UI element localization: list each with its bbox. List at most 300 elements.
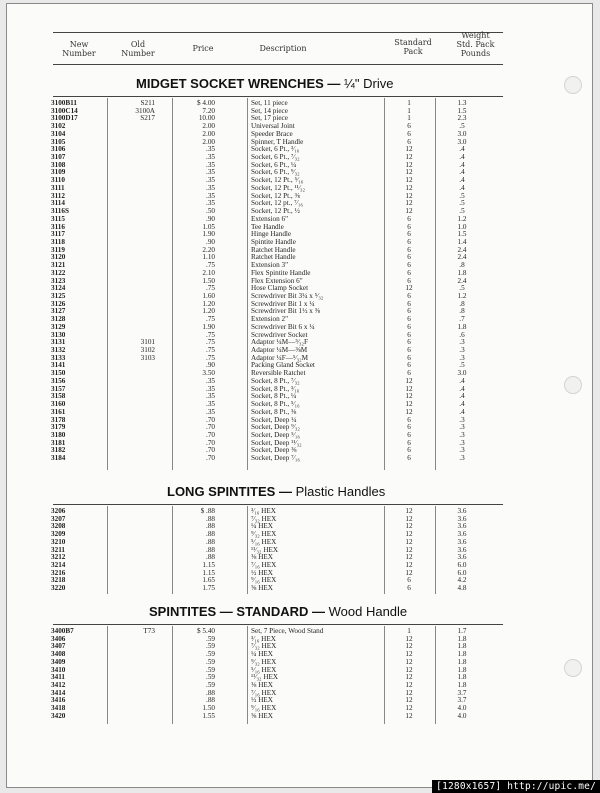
cell-weight: .4: [459, 153, 465, 162]
cell-new-number: 3207: [51, 514, 66, 523]
cell-price: .70: [206, 454, 215, 463]
cell-description: ³⁄₁₆ HEX: [251, 634, 276, 643]
cell-new-number: 3211: [51, 545, 65, 554]
cell-price: .35: [206, 376, 215, 385]
cell-standard-pack: 6: [407, 415, 411, 424]
cell-standard-pack: 12: [405, 553, 413, 562]
cell-description: Hose Clamp Socket: [251, 284, 309, 293]
header-rule: [53, 64, 503, 65]
cell-price: .35: [206, 400, 215, 409]
cell-weight: .3: [459, 415, 465, 424]
cell-standard-pack: 6: [407, 322, 411, 331]
table-row: [7, 239, 592, 247]
cell-price: .75: [206, 353, 215, 362]
cell-new-number: 3180: [51, 430, 66, 439]
cell-description: Socket, 8 Pt., ³⁄₁₆: [251, 384, 300, 393]
cell-description: Adaptor ¼M—⅜M: [251, 346, 308, 355]
table-row: [7, 247, 592, 255]
cell-new-number: 3412: [51, 681, 66, 690]
cell-weight: .6: [459, 330, 465, 339]
table-row: [7, 378, 592, 386]
cell-weight: .5: [459, 284, 465, 293]
cell-new-number: 3133: [51, 353, 66, 362]
cell-description: ¼ HEX: [251, 650, 273, 659]
table-row: [7, 123, 592, 131]
cell-weight: .3: [459, 353, 465, 362]
cell-standard-pack: 12: [405, 176, 413, 185]
cell-weight: 1.8: [457, 657, 467, 666]
table-row: [7, 690, 592, 698]
cell-description: Socket, 6 Pt., ³⁄₁₆: [251, 145, 300, 154]
cell-weight: 1.8: [457, 673, 467, 682]
cell-price: 1.65: [202, 576, 215, 585]
cell-standard-pack: 12: [405, 568, 413, 577]
cell-price: .59: [206, 673, 215, 682]
column-headers: [53, 28, 503, 66]
cell-description: Socket, Deep ¹¹⁄₃₂: [251, 438, 302, 447]
cell-standard-pack: 12: [405, 688, 413, 697]
cell-weight: 4.0: [457, 711, 467, 720]
table-row: [7, 516, 592, 524]
cell-new-number: 3141: [51, 361, 66, 370]
cell-description: Screwdriver Socket: [251, 330, 308, 339]
cell-new-number: 3411: [51, 673, 65, 682]
cell-description: Flex Extension 6": [251, 276, 303, 285]
cell-price: 2.00: [202, 122, 215, 131]
cell-old-number: S217: [140, 114, 155, 123]
cell-standard-pack: 6: [407, 346, 411, 355]
cell-weight: .5: [459, 361, 465, 370]
cell-standard-pack: 6: [407, 253, 411, 262]
cell-price: .35: [206, 160, 215, 169]
cell-standard-pack: 12: [405, 634, 413, 643]
section-title-long-spintites: LONG SPINTITES — Plastic Handles: [167, 484, 386, 499]
cell-price: .35: [206, 392, 215, 401]
cell-standard-pack: 6: [407, 237, 411, 246]
cell-new-number: 3206: [51, 507, 66, 515]
cell-new-number: 3420: [51, 711, 66, 720]
cell-price: .50: [206, 207, 215, 216]
cell-weight: 4.8: [457, 584, 467, 593]
cell-new-number: 3182: [51, 446, 66, 455]
cell-old-number: 3101: [140, 338, 155, 347]
table-row: [7, 508, 592, 516]
cell-standard-pack: 12: [405, 507, 413, 515]
cell-weight: .8: [459, 261, 465, 270]
cell-weight: 6.0: [457, 568, 467, 577]
cell-weight: .3: [459, 423, 465, 432]
cell-standard-pack: 6: [407, 276, 411, 285]
cell-description: Set, 11 piece: [251, 99, 288, 107]
cell-description: ¹¹⁄₃₂ HEX: [251, 673, 279, 682]
header-description: Description: [259, 44, 307, 53]
cell-standard-pack: 6: [407, 330, 411, 339]
table-row: [7, 651, 592, 659]
cell-weight: 1.8: [457, 634, 467, 643]
table-row: [7, 577, 592, 585]
cell-standard-pack: 12: [405, 530, 413, 539]
table-row: [7, 154, 592, 162]
cell-price: .75: [206, 330, 215, 339]
cell-weight: .8: [459, 307, 465, 316]
cell-standard-pack: 6: [407, 338, 411, 347]
cell-new-number: 3410: [51, 665, 66, 674]
cell-new-number: 3132: [51, 346, 66, 355]
cell-description: ⁷⁄₃₂ HEX: [251, 514, 277, 523]
cell-price: .70: [206, 423, 215, 432]
table-row: [7, 409, 592, 417]
cell-price: .90: [206, 214, 215, 223]
cell-price: .59: [206, 665, 215, 674]
cell-new-number: 3184: [51, 454, 66, 463]
cell-old-number: T73: [143, 627, 155, 635]
cell-description: ⅜ HEX: [251, 681, 273, 690]
cell-new-number: 3116: [51, 222, 65, 231]
cell-price: .88: [206, 514, 215, 523]
cell-description: ¹¹⁄₃₂ HEX: [251, 545, 279, 554]
cell-standard-pack: 6: [407, 122, 411, 131]
cell-price: .75: [206, 338, 215, 347]
cell-weight: 3.6: [457, 507, 467, 515]
cell-weight: 3.6: [457, 530, 467, 539]
cell-price: .35: [206, 199, 215, 208]
cell-standard-pack: 6: [407, 361, 411, 370]
table-row: [7, 643, 592, 651]
cell-new-number: 3100C14: [51, 106, 78, 115]
cell-standard-pack: 12: [405, 191, 413, 200]
cell-standard-pack: 12: [405, 673, 413, 682]
cell-old-number: S211: [140, 99, 155, 107]
cell-standard-pack: 12: [405, 199, 413, 208]
cell-new-number: 3409: [51, 657, 66, 666]
cell-standard-pack: 1: [407, 627, 411, 635]
cell-description: Socket, Deep ⁹⁄₃₂: [251, 423, 300, 432]
cell-description: ⅜ HEX: [251, 553, 273, 562]
cell-standard-pack: 12: [405, 650, 413, 659]
cell-description: Socket, 6 Pt., ¼: [251, 160, 297, 169]
cell-description: Extension 3": [251, 261, 289, 270]
cell-weight: 1.2: [457, 292, 467, 300]
cell-weight: .4: [459, 376, 465, 385]
table-row: [7, 705, 592, 713]
cell-weight: 4.0: [457, 704, 467, 713]
cell-description: Extension 2": [251, 315, 289, 324]
table-row: [7, 682, 592, 690]
cell-description: Tee Handle: [251, 222, 284, 231]
cell-new-number: 3208: [51, 522, 66, 531]
cell-weight: .5: [459, 191, 465, 200]
table-row: [7, 674, 592, 682]
cell-description: ½ HEX: [251, 696, 273, 705]
cell-new-number: 3212: [51, 553, 66, 562]
cell-standard-pack: 6: [407, 307, 411, 316]
cell-new-number: 3111: [51, 183, 65, 192]
cell-new-number: 3108: [51, 160, 66, 169]
cell-new-number: 3123: [51, 276, 66, 285]
cell-price: .59: [206, 642, 215, 651]
cell-price: .88: [206, 537, 215, 546]
cell-description: Socket, 12 pt., ⁷⁄₁₆: [251, 199, 303, 208]
cell-new-number: 3104: [51, 129, 66, 138]
header-new-number: New Number: [62, 40, 96, 58]
cell-price: .35: [206, 168, 215, 177]
cell-old-number: 3103: [140, 353, 155, 362]
cell-price: 1.10: [202, 253, 215, 262]
cell-price: .70: [206, 446, 215, 455]
cell-new-number: 3110: [51, 176, 65, 185]
cell-price: .35: [206, 183, 215, 192]
cell-old-number: 3102: [140, 346, 155, 355]
cell-description: ³⁄₁₆ HEX: [251, 507, 276, 515]
cell-new-number: 3156: [51, 376, 66, 385]
cell-price: .59: [206, 657, 215, 666]
cell-new-number: 3157: [51, 384, 66, 393]
cell-weight: .4: [459, 407, 465, 416]
cell-standard-pack: 12: [405, 284, 413, 293]
cell-description: ⁷⁄₁₆ HEX: [251, 688, 277, 697]
table-row: [7, 224, 592, 232]
cell-weight: 1.0: [457, 222, 467, 231]
cell-price: 10.00: [198, 114, 215, 123]
cell-new-number: 3112: [51, 191, 65, 200]
cell-new-number: 3406: [51, 634, 66, 643]
cell-price: 1.15: [202, 561, 215, 570]
cell-standard-pack: 12: [405, 400, 413, 409]
cell-new-number: 3128: [51, 315, 66, 324]
cell-weight: .3: [459, 438, 465, 447]
cell-standard-pack: 12: [405, 537, 413, 546]
cell-weight: 1.2: [457, 214, 467, 223]
cell-new-number: 3120: [51, 253, 66, 262]
cell-description: Adaptor ¼M—⁵⁄₃₂F: [251, 338, 309, 347]
cell-price: .88: [206, 553, 215, 562]
cell-description: Hinge Handle: [251, 230, 292, 239]
cell-price: 2.00: [202, 137, 215, 146]
table-row: [7, 547, 592, 555]
cell-standard-pack: 12: [405, 207, 413, 216]
cell-price: .75: [206, 315, 215, 324]
cell-new-number: 3414: [51, 688, 66, 697]
cell-description: Reversible Ratchet: [251, 369, 306, 378]
cell-standard-pack: 12: [405, 681, 413, 690]
cell-weight: 1.8: [457, 268, 467, 277]
cell-standard-pack: 6: [407, 214, 411, 223]
cell-new-number: 3119: [51, 245, 65, 254]
cell-standard-pack: 1: [407, 114, 411, 123]
cell-description: Screwdriver Bit 6 x ¼: [251, 322, 315, 331]
punch-hole: [564, 76, 582, 94]
cell-standard-pack: 12: [405, 384, 413, 393]
cell-weight: .3: [459, 430, 465, 439]
cell-standard-pack: 12: [405, 696, 413, 705]
cell-description: Socket, Deep ⅜: [251, 446, 297, 455]
cell-standard-pack: 12: [405, 704, 413, 713]
table-row: [7, 100, 592, 108]
cell-description: ½ HEX: [251, 568, 273, 577]
cell-price: .35: [206, 145, 215, 154]
table-row: [7, 554, 592, 562]
table-row: [7, 667, 592, 675]
cell-new-number: 3209: [51, 530, 66, 539]
cell-standard-pack: 6: [407, 261, 411, 270]
cell-description: Socket, 8 Pt., ⁷⁄₃₂: [251, 376, 300, 385]
table-row: [7, 539, 592, 547]
cell-price: .35: [206, 407, 215, 416]
cell-standard-pack: 1: [407, 99, 411, 107]
cell-price: $ 4.00: [197, 99, 215, 107]
cell-standard-pack: 6: [407, 230, 411, 239]
table-row: [7, 254, 592, 262]
table-row: [7, 401, 592, 409]
table-row: [7, 386, 592, 394]
cell-price: .75: [206, 284, 215, 293]
cell-weight: .4: [459, 160, 465, 169]
cell-new-number: 3129: [51, 322, 66, 331]
cell-weight: 1.3: [457, 99, 467, 107]
cell-weight: 3.6: [457, 545, 467, 554]
cell-weight: .4: [459, 176, 465, 185]
cell-weight: 3.7: [457, 688, 467, 697]
cell-new-number: 3114: [51, 199, 65, 208]
section-rule: [53, 624, 503, 625]
cell-weight: 1.8: [457, 322, 467, 331]
cell-weight: 2.4: [457, 276, 467, 285]
cell-price: .70: [206, 430, 215, 439]
cell-price: 1.90: [202, 322, 215, 331]
cell-weight: .5: [459, 199, 465, 208]
cell-weight: .4: [459, 400, 465, 409]
cell-price: 1.50: [202, 276, 215, 285]
cell-new-number: 3131: [51, 338, 66, 347]
cell-new-number: 3416: [51, 696, 66, 705]
cell-new-number: 3158: [51, 392, 66, 401]
table-row: [7, 139, 592, 147]
cell-weight: 4.2: [457, 576, 467, 585]
cell-new-number: 3400B7: [51, 627, 74, 635]
cell-weight: 1.4: [457, 237, 467, 246]
cell-weight: 1.7: [457, 627, 467, 635]
cell-standard-pack: 12: [405, 183, 413, 192]
cell-description: ¼ HEX: [251, 522, 273, 531]
cell-new-number: 3150: [51, 369, 66, 378]
cell-price: 1.75: [202, 584, 215, 593]
cell-new-number: 3210: [51, 537, 66, 546]
cell-standard-pack: 12: [405, 665, 413, 674]
catalog-page: [6, 3, 593, 788]
cell-price: .59: [206, 650, 215, 659]
cell-standard-pack: 12: [405, 392, 413, 401]
cell-new-number: 3115: [51, 214, 65, 223]
cell-standard-pack: 6: [407, 299, 411, 308]
cell-new-number: 3125: [51, 292, 66, 300]
cell-new-number: 3160: [51, 400, 66, 409]
cell-weight: .7: [459, 315, 465, 324]
cell-new-number: 3218: [51, 576, 66, 585]
cell-description: Socket, 6 Pt., ⁹⁄₃₂: [251, 168, 300, 177]
cell-standard-pack: 12: [405, 145, 413, 154]
cell-standard-pack: 6: [407, 576, 411, 585]
cell-description: Socket, 8 Pt., ¼: [251, 392, 297, 401]
cell-weight: .4: [459, 392, 465, 401]
cell-new-number: 3127: [51, 307, 66, 316]
cell-standard-pack: 6: [407, 245, 411, 254]
table-row: [7, 108, 592, 116]
table-row: [7, 208, 592, 216]
cell-standard-pack: 6: [407, 438, 411, 447]
cell-old-number: 3100A: [135, 106, 155, 115]
cell-price: .35: [206, 191, 215, 200]
cell-new-number: 3116S: [51, 207, 69, 216]
cell-standard-pack: 6: [407, 292, 411, 300]
cell-price: .35: [206, 176, 215, 185]
cell-weight: 3.6: [457, 522, 467, 531]
table-row: [7, 562, 592, 570]
cell-description: Socket, 8 Pt., ⁵⁄₁₆: [251, 400, 300, 409]
header-weight: Weight Std. Pack Pounds: [456, 31, 495, 58]
cell-standard-pack: 12: [405, 711, 413, 720]
cell-description: Socket, 12 Pt., ¹¹⁄₃₂: [251, 183, 306, 192]
cell-description: Extension 6": [251, 214, 289, 223]
cell-weight: 3.0: [457, 129, 467, 138]
table-row: [7, 713, 592, 721]
cell-new-number: 3130: [51, 330, 66, 339]
cell-standard-pack: 12: [405, 561, 413, 570]
cell-standard-pack: 12: [405, 407, 413, 416]
cell-weight: .5: [459, 122, 465, 131]
cell-standard-pack: 6: [407, 454, 411, 463]
cell-new-number: 3407: [51, 642, 66, 651]
cell-price: .75: [206, 346, 215, 355]
table-row: [7, 636, 592, 644]
cell-standard-pack: 12: [405, 522, 413, 531]
cell-standard-pack: 6: [407, 315, 411, 324]
cell-standard-pack: 12: [405, 153, 413, 162]
cell-new-number: 3216: [51, 568, 66, 577]
table-row: [7, 531, 592, 539]
cell-price: $ .88: [200, 507, 215, 515]
cell-price: .90: [206, 237, 215, 246]
cell-description: Screwdriver Bit 3¼ x ⁵⁄₃₂: [251, 292, 324, 300]
cell-standard-pack: 6: [407, 222, 411, 231]
cell-price: 1.05: [202, 222, 215, 231]
cell-description: Adaptor ¼F—⁵⁄₃₂M: [251, 353, 309, 362]
cell-description: Flex Spintite Handle: [251, 268, 311, 277]
cell-new-number: 3214: [51, 561, 66, 570]
cell-weight: 1.5: [457, 230, 467, 239]
header-old-number: Old Number: [121, 40, 155, 58]
cell-standard-pack: 6: [407, 446, 411, 455]
cell-description: ⁹⁄₁₆ HEX: [251, 704, 277, 713]
cell-standard-pack: 6: [407, 584, 411, 593]
cell-price: .35: [206, 384, 215, 393]
cell-weight: 3.7: [457, 696, 467, 705]
cell-price: 1.15: [202, 568, 215, 577]
cell-standard-pack: 6: [407, 268, 411, 277]
header-standard-pack: Standard Pack: [394, 38, 432, 56]
cell-new-number: 3105: [51, 137, 66, 146]
cell-description: Set, 14 piece: [251, 106, 288, 115]
cell-weight: 3.0: [457, 369, 467, 378]
cell-price: 1.50: [202, 704, 215, 713]
cell-new-number: 3109: [51, 168, 66, 177]
cell-new-number: 3122: [51, 268, 66, 277]
cell-description: Socket, Deep ⁷⁄₁₆: [251, 454, 300, 463]
cell-weight: .4: [459, 168, 465, 177]
cell-new-number: 3121: [51, 261, 66, 270]
cell-description: Speeder Brace: [251, 129, 293, 138]
table-row: [7, 659, 592, 667]
cell-price: .88: [206, 688, 215, 697]
